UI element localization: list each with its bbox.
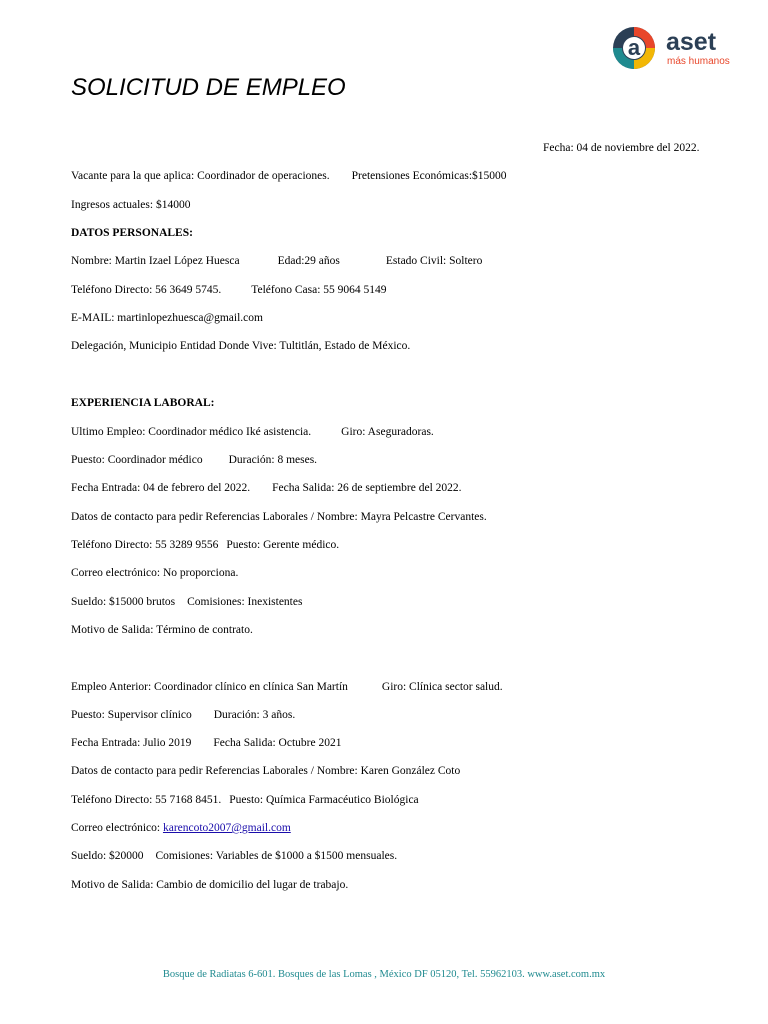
ultimo-sueldo-line xyxy=(71,596,302,608)
telefonos-line xyxy=(71,284,387,296)
ultimo-giro: Giro: Aseguradoras. xyxy=(341,426,434,438)
vacante: Vacante para la que aplica: Coordinador de operaciones. xyxy=(71,170,330,182)
anterior-empleo-line xyxy=(71,681,503,693)
ultimo-contacto: Datos de contacto para pedir Referencias Laborales / Nombre: Mayra Pelcastre Cervantes. xyxy=(71,511,487,523)
telefono-casa: Teléfono Casa: 55 9064 5149 xyxy=(251,284,387,296)
anterior-puesto: Puesto: Supervisor clínico xyxy=(71,709,192,721)
page-title: SOLICITUD DE EMPLEO xyxy=(71,74,346,101)
anterior-fechas-line xyxy=(71,737,341,749)
pretensiones: Pretensiones Económicas:$15000 xyxy=(351,170,507,182)
email: E-MAIL: martinlopezhuesca@gmail.com xyxy=(71,312,263,324)
experiencia-heading: EXPERIENCIA LABORAL: xyxy=(71,397,215,409)
nombre: Nombre: Martin Izael López Huesca xyxy=(71,255,240,267)
ultimo-fechas-line xyxy=(71,482,462,494)
anterior-sueldo-line xyxy=(71,850,397,862)
ultimo-puesto: Puesto: Coordinador médico xyxy=(71,454,203,466)
edad: Edad:29 años xyxy=(277,255,340,267)
anterior-duracion: Duración: 3 años. xyxy=(213,709,296,721)
ultimo-empleo-line xyxy=(71,426,434,438)
logo-wordmark: aset xyxy=(666,28,717,56)
ultimo-puesto-ref: Puesto: Gerente médico. xyxy=(226,539,340,551)
ultimo-telefono: Teléfono Directo: 55 3289 9556 xyxy=(71,539,219,551)
ultimo-entrada: Fecha Entrada: 04 de febrero del 2022. xyxy=(71,482,251,494)
ultimo-correo: Correo electrónico: No proporciona. xyxy=(71,567,239,579)
ultimo-salida: Fecha Salida: 26 de septiembre del 2022. xyxy=(272,482,462,494)
ultimo-puesto-line xyxy=(71,454,317,466)
telefono-directo: Teléfono Directo: 56 3649 5745. xyxy=(71,284,222,296)
nombre-line xyxy=(71,255,482,267)
footer-address: Bosque de Radiatas 6-601. Bosques de las Lomas , México DF 05120, Tel. 55962103. www.aset.com.mx xyxy=(162,969,606,980)
datos-personales-heading: DATOS PERSONALES: xyxy=(71,227,193,239)
anterior-salida: Fecha Salida: Octubre 2021 xyxy=(213,737,342,749)
svg-text:a: a xyxy=(627,35,641,60)
aset-logo xyxy=(610,24,768,72)
anterior-telefono: Teléfono Directo: 55 7168 8451. xyxy=(71,794,222,806)
ingresos: Ingresos actuales: $14000 xyxy=(71,199,191,211)
ultimo-comisiones: Comisiones: Inexistentes xyxy=(187,596,303,608)
estado-civil: Estado Civil: Soltero xyxy=(385,255,483,267)
anterior-sueldo: Sueldo: $20000 xyxy=(71,850,144,862)
anterior-correo-label: Correo electrónico: xyxy=(71,822,163,834)
anterior-empleo: Empleo Anterior: Coordinador clínico en clínica San Martín xyxy=(71,681,348,693)
vacante-line xyxy=(71,170,507,182)
anterior-telefono-line xyxy=(71,794,419,806)
anterior-motivo: Motivo de Salida: Cambio de domicilio del lugar de trabajo. xyxy=(71,879,349,891)
anterior-puesto-ref: Puesto: Química Farmacéutico Biológica xyxy=(229,794,419,806)
ultimo-duracion: Duración: 8 meses. xyxy=(228,454,318,466)
ultimo-sueldo: Sueldo: $15000 brutos xyxy=(71,596,176,608)
anterior-puesto-line xyxy=(71,709,295,721)
delegacion: Delegación, Municipio Entidad Donde Vive: Tultitlán, Estado de México. xyxy=(71,340,411,352)
anterior-correo-line xyxy=(71,822,291,834)
ultimo-motivo: Motivo de Salida: Término de contrato. xyxy=(71,624,253,636)
logo-tagline: más humanos xyxy=(667,56,730,67)
ultimo-telefono-line xyxy=(71,539,339,551)
anterior-contacto: Datos de contacto para pedir Referencias Laborales / Nombre: Karen González Coto xyxy=(71,765,461,777)
anterior-entrada: Fecha Entrada: Julio 2019 xyxy=(71,737,192,749)
anterior-comisiones: Comisiones: Variables de $1000 a $1500 mensuales. xyxy=(155,850,398,862)
fecha: Fecha: 04 de noviembre del 2022. xyxy=(543,142,700,154)
ultimo-empleo: Ultimo Empleo: Coordinador médico Iké asistencia. xyxy=(71,426,312,438)
aset-a-logo-icon xyxy=(610,24,666,72)
anterior-giro: Giro: Clínica sector salud. xyxy=(381,681,503,693)
anterior-correo-link[interactable]: karencoto2007@gmail.com xyxy=(162,822,291,834)
